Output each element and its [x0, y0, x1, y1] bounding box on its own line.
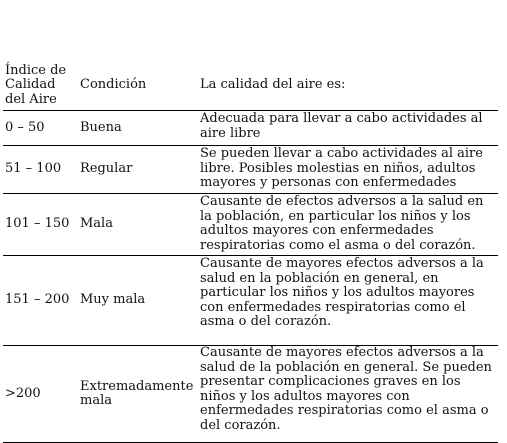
row-index: 101 – 150: [3, 194, 78, 256]
table-row: [3, 194, 498, 256]
table-row: [3, 256, 498, 346]
row-condition: Mala: [78, 194, 198, 256]
row-description: Causante de mayores efectos adversos a la salud de la población en general. Se pueden presentar complicaciones graves en los niños y los adultos mayores con enfermedades respiratorias como el asma o del corazón.: [198, 346, 498, 443]
header-condition: Condición: [78, 40, 198, 111]
table-header-row: [3, 40, 498, 111]
row-condition: Muy mala: [80, 292, 146, 308]
row-description: Se pueden llevar a cabo actividades al aire libre. Posibles molestias en niños, adultos mayores y personas con enfermedades: [198, 146, 498, 194]
table-row: [3, 146, 498, 194]
header-index: Índice de Calidad del Aire: [3, 40, 78, 111]
table-row: [3, 346, 498, 443]
row-index: 151 – 200: [5, 292, 70, 308]
air-quality-table: [3, 40, 498, 443]
header-description: La calidad del aire es:: [198, 40, 498, 111]
row-description: Adecuada para llevar a cabo actividades al aire libre: [198, 111, 498, 146]
row-condition: Extremadamente mala: [78, 346, 198, 443]
row-index: 51 – 100: [3, 146, 78, 194]
row-index: 0 – 50: [3, 111, 78, 146]
row-index: >200: [3, 346, 78, 443]
row-description: Causante de mayores efectos adversos a la salud en la población en general, en particular los niños y los adultos mayores con enfermedades respiratorias como el asma o del corazón.: [200, 256, 484, 329]
table-row: [3, 111, 498, 146]
row-condition: Regular: [78, 146, 198, 194]
row-condition: Buena: [78, 111, 198, 146]
row-description: Causante de efectos adversos a la salud en la población, en particular los niños y los adultos mayores con enfermedades respiratorias como el asma o del corazón.: [198, 194, 498, 256]
